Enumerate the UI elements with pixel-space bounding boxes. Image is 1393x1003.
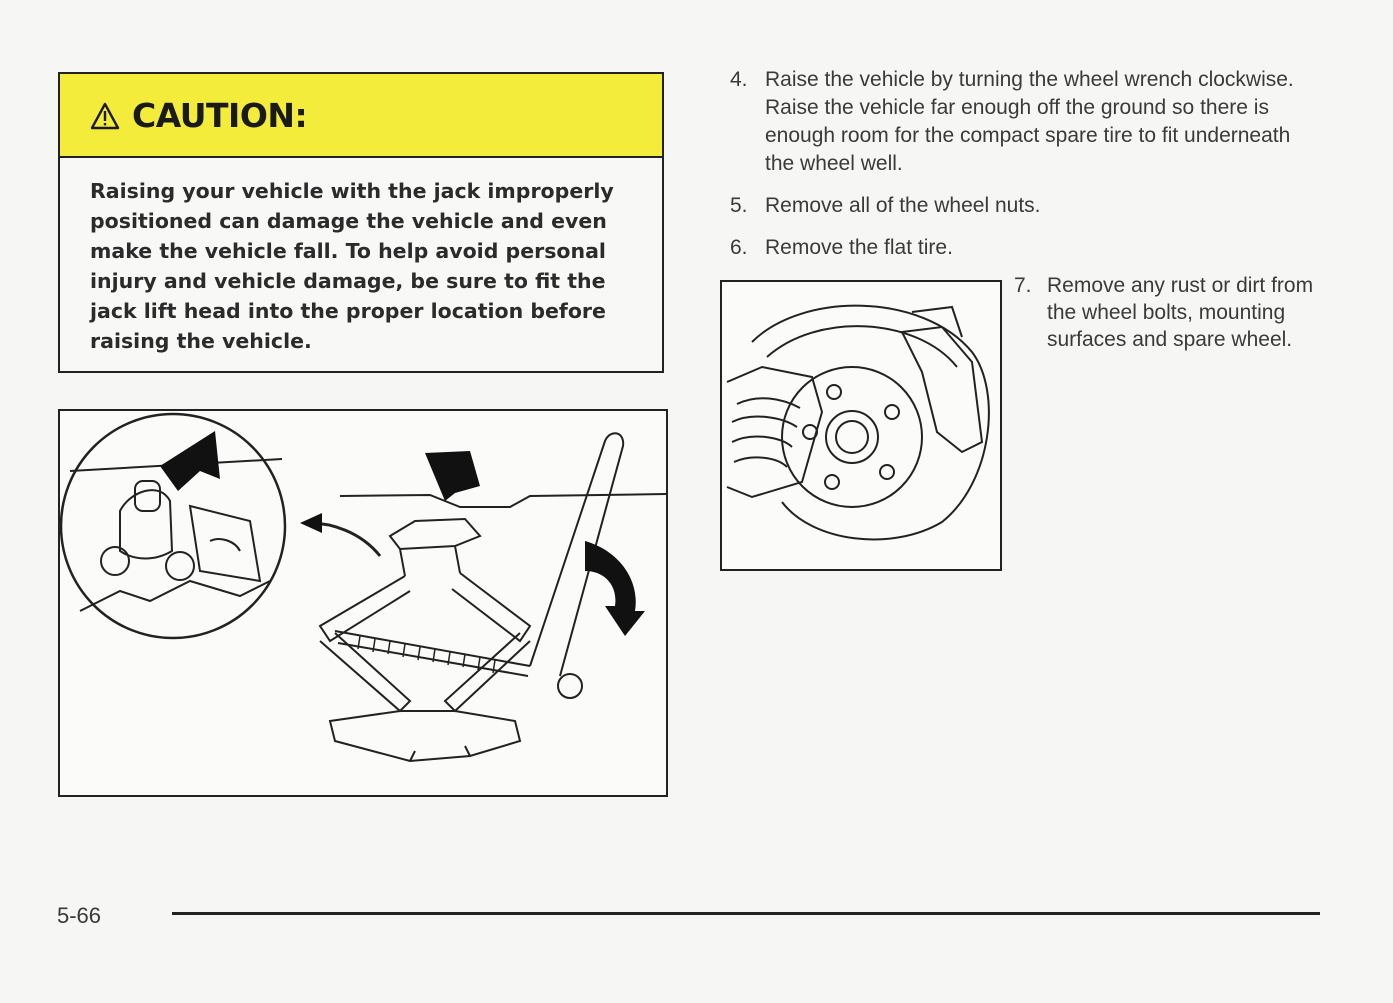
warning-triangle-icon bbox=[90, 102, 120, 130]
wheel-hub-illustration bbox=[720, 280, 1002, 571]
step-4 bbox=[730, 66, 1310, 178]
step-number: 6. bbox=[730, 236, 748, 259]
step-number: 4. bbox=[730, 68, 748, 91]
step-number: 5. bbox=[730, 194, 748, 217]
footer-rule bbox=[172, 912, 1320, 915]
step-text: Remove any rust or dirt from the wheel bolts, mounting surfaces and spare wheel. bbox=[1047, 274, 1314, 351]
step-text: Remove all of the wheel nuts. bbox=[765, 194, 1041, 217]
steps-list bbox=[730, 66, 1310, 276]
caution-title: CAUTION: bbox=[132, 95, 308, 135]
caution-text: Raising your vehicle with the jack improperly positioned can damage the vehicle and even make the vehicle fall. To help avoid personal injury and vehicle damage, be sure to fit the jack lift head into the proper location before raising the vehicle. bbox=[90, 179, 614, 353]
jack-illustration bbox=[58, 409, 668, 797]
caution-header bbox=[60, 74, 662, 158]
page-number: 5-66 bbox=[57, 903, 102, 928]
step-7 bbox=[1014, 272, 1344, 353]
step-5 bbox=[730, 192, 1310, 220]
step-text: Raise the vehicle by turning the wheel wrench clockwise. Raise the vehicle far enough off the ground so there is enough room for the compact spare tire to fit underneath the wheel well. bbox=[765, 68, 1294, 175]
step-text: Remove the flat tire. bbox=[765, 236, 953, 259]
step-6 bbox=[730, 234, 1310, 262]
step-number: 7. bbox=[1014, 274, 1032, 297]
caution-box bbox=[58, 72, 664, 373]
